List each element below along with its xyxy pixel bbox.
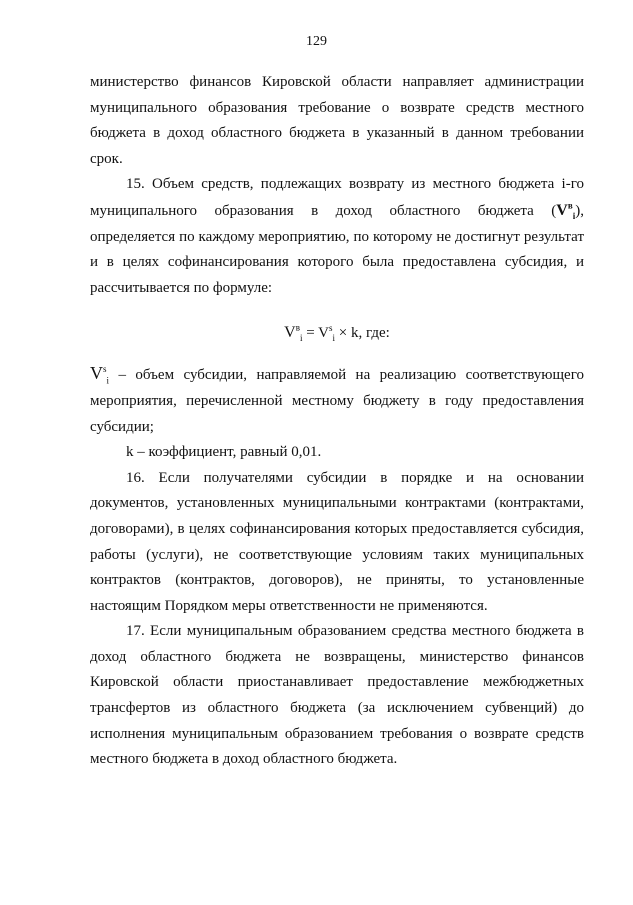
formula-equals: = V — [302, 325, 329, 342]
formula-lhs-sup: в — [295, 323, 300, 334]
definition-vs-sub: i — [106, 375, 110, 386]
formula-tail: × k, где: — [335, 325, 390, 342]
paragraph-15 — [90, 172, 584, 301]
formula-lhs-v: V — [284, 324, 296, 342]
paragraph-15-text-start: 15. Объем средств, подлежащих возврату из местного бюджета i-го муниципального образования в доход областного бюджета ( — [90, 176, 584, 219]
formula-rhs-sup: s — [329, 323, 333, 334]
document-body — [90, 70, 584, 773]
symbol-superscript-v: в — [567, 200, 573, 211]
paragraph-intro: министерство финансов Кировской области направляет администрации муниципального образования требование о возврате средств местного бюджета в доход областного бюджета в указанный в данном требовании срок. — [90, 74, 584, 167]
definition-vs-text: – объем субсидии, направляемой на реализацию соответствующего мероприятия, перечисленной местному бюджету в году предоставления субсидии; — [90, 367, 584, 435]
definition-vs-sup: s — [103, 364, 107, 375]
definition-k: k – коэффициент, равный 0,01. — [126, 444, 322, 461]
definition-vs-v: V — [90, 363, 103, 384]
symbol-subscript-i: i — [572, 211, 576, 222]
definition-vs — [90, 361, 584, 440]
definition-vs-symbol — [90, 363, 110, 386]
symbol-vi-return — [556, 200, 576, 222]
paragraph-16: 16. Если получателями субсидии в порядке и на основании документов, установленных муниципальными контрактами (контрактами, договорами), в целях софинансирования которых предоставляется субсидия, работы (услуги), не соответствующие условиям таких муниципальных контрактов (контрактов, договоров), не приняты, то установленные настоящим Порядком меры ответственности не применяются. — [90, 469, 584, 614]
formula-rhs-sub: i — [332, 333, 336, 344]
formula-lhs-sub: i — [299, 333, 303, 344]
paragraph-15-text-end: ), определяется по каждому мероприятию, по которому не достигнут результат и в целях софинансирования которого была предоставлена субсидия, и рассчитывается по формуле: — [90, 202, 584, 296]
symbol-v: V — [556, 201, 568, 219]
page-number: 129 — [306, 34, 327, 49]
paragraph-17: 17. Если муниципальным образованием средства местного бюджета в доход областного бюджета не возвращены, министерство финансов Кировской области приостанавливает предоставление межбюджетных трансфертов из областного бюджета (за исключением субвенций) до исполнения муниципальным образованием требования о возврате средств местного бюджета в доход областного бюджета. — [90, 623, 584, 768]
formula-lhs — [284, 323, 303, 344]
formula — [90, 321, 584, 345]
